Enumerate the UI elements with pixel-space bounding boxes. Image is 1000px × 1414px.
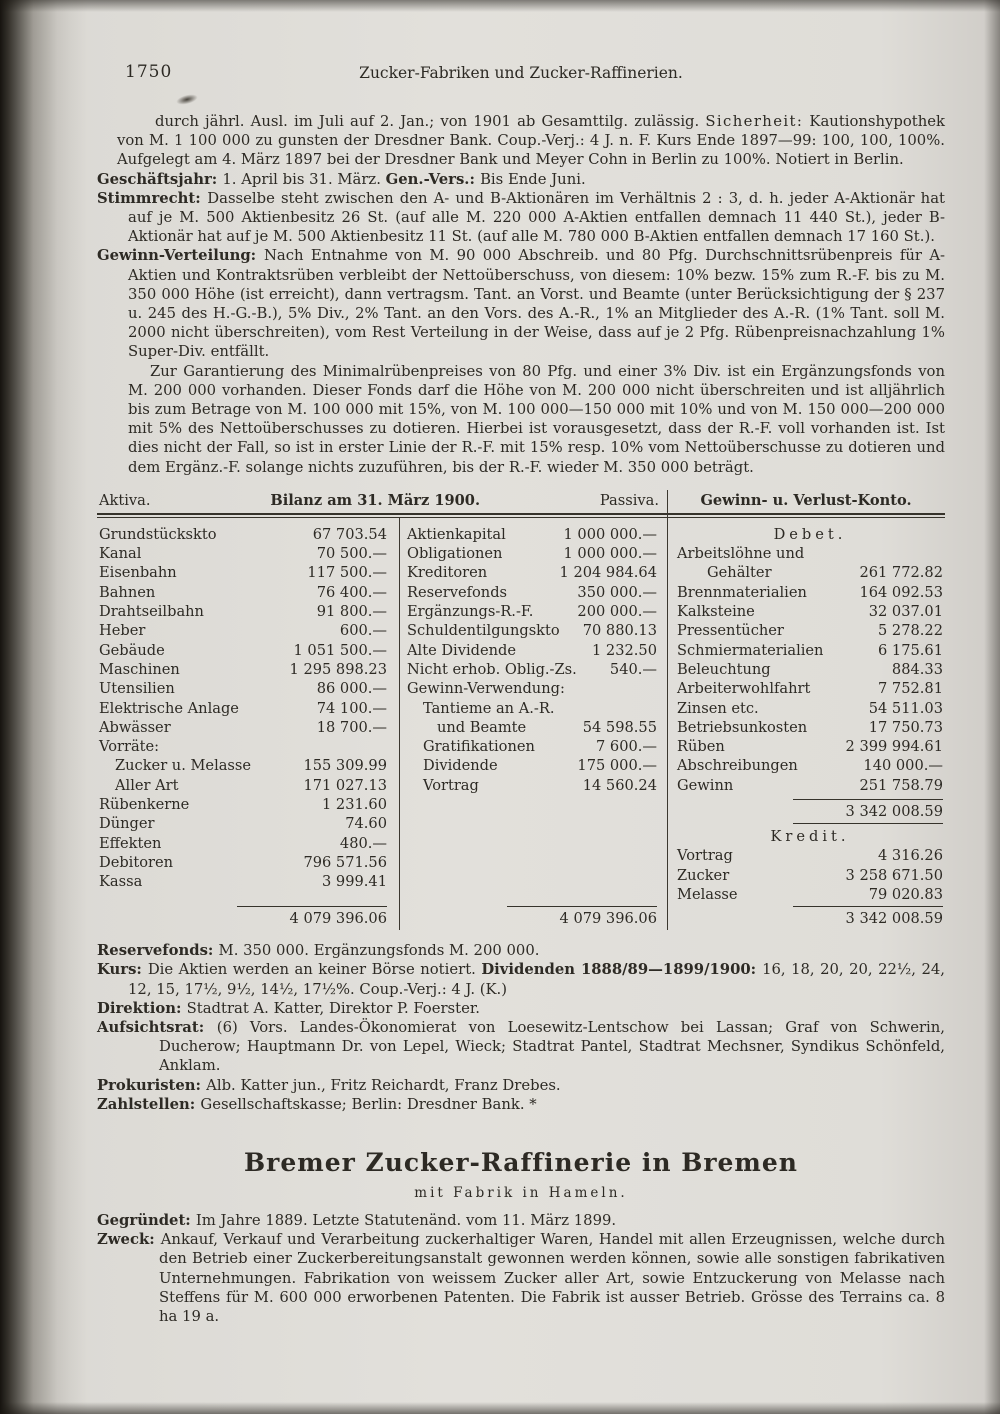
row-label: und Beamte [437, 718, 527, 736]
table-row [407, 718, 657, 737]
row-label: Kanal [99, 545, 142, 563]
row-value: 1 000 000.— [563, 545, 657, 563]
table-row [407, 544, 657, 563]
debet-total [677, 797, 943, 824]
row-label: Zinsen etc. [677, 699, 759, 717]
row-label: Kreditoren [407, 564, 488, 582]
table-row [677, 660, 943, 679]
total-value: 3 342 008.59 [845, 910, 943, 928]
paragraph [97, 1076, 945, 1095]
table-row [99, 718, 387, 737]
paragraph [97, 189, 945, 247]
table-row [407, 641, 657, 660]
row-label: Zucker u. Melasse [115, 757, 252, 775]
paragraph [97, 1095, 945, 1114]
balance-title: Bilanz am 31. März 1900. [270, 491, 481, 509]
row-value: 261 772.82 [859, 564, 943, 582]
table-row [677, 737, 943, 756]
paragraph [97, 246, 945, 361]
paragraph [97, 1211, 945, 1230]
row-label: Aktienkapital [407, 525, 506, 543]
row-label: Gebäude [99, 641, 165, 659]
running-title: Zucker-Fabriken und Zucker-Raffinerien. [359, 64, 683, 82]
paragraph-keyword: Stimmrecht: [97, 189, 208, 207]
row-value: 540.— [609, 660, 657, 678]
table-row [677, 756, 943, 775]
row-value: 480.— [339, 834, 387, 852]
row-label: Abwässer [99, 718, 171, 736]
row-label: Kalksteine [677, 603, 755, 621]
paragraph-keyword: Direktion: [97, 999, 187, 1017]
row-label: Gratifikationen [423, 738, 535, 756]
table-row [407, 679, 657, 698]
total-rule [793, 799, 943, 800]
paragraph-text: Sicherheit: [705, 113, 804, 130]
total-rule [793, 823, 943, 824]
table-row [677, 846, 943, 865]
row-label: Nicht erhob. Oblig.-Zs. [407, 660, 577, 678]
row-value: 1 232.50 [592, 641, 657, 659]
total-value: 4 079 396.06 [289, 910, 387, 928]
kredit-rows [677, 846, 943, 904]
paragraph-keyword: Dividenden 1888/89—1899/1900: [481, 961, 763, 979]
passiva-column [399, 525, 667, 930]
table-row [677, 602, 943, 621]
row-label: Drahtseilbahn [99, 603, 204, 621]
scan-edge-bottom [0, 1402, 1000, 1414]
aktiva-rows [99, 525, 387, 892]
kredit-total [677, 904, 943, 928]
table-row [407, 583, 657, 602]
row-label: Elektrische Anlage [99, 699, 239, 717]
table-row [407, 525, 657, 544]
row-label: Heber [99, 622, 146, 640]
row-value: 79 020.83 [868, 885, 943, 903]
paragraph-text: Gesellschaftskasse; Berlin: Dresdner Bank. * [200, 1095, 537, 1113]
table-row [99, 563, 387, 582]
company-paragraphs [97, 1211, 945, 1326]
paragraph [97, 941, 945, 960]
row-label: Gehälter [707, 564, 772, 582]
row-label: Gewinn-Verwendung: [407, 680, 565, 698]
paragraph-text: Kautionshypothek von M. 1 100 000 zu gunsten der Dresdner Bank. Coup.-Verj.: 4 J. n. F. Kurs Ende 1897—99: 100, 100, 100%. Aufgelegt am 4. März 1897 bei der Dresdner Bank und Meyer Cohn in Berlin zu 100%. Notiert in Berlin. [117, 113, 945, 169]
paragraph [97, 1018, 945, 1076]
row-label: Utensilien [99, 680, 175, 698]
row-value: 155 309.99 [303, 757, 387, 775]
row-value: 18 700.— [316, 718, 387, 736]
table-row [99, 583, 387, 602]
row-value: 76 400.— [316, 583, 387, 601]
row-value: 884.33 [891, 660, 943, 678]
row-label: Dividende [423, 757, 498, 775]
passiva-rows [407, 525, 657, 795]
paragraph-text: Im Jahre 1889. Letzte Statutenänd. vom 11. März 1899. [195, 1212, 617, 1230]
row-label: Ergänzungs-R.-F. [407, 603, 534, 621]
row-value: 4 316.26 [878, 847, 943, 865]
row-value: 1 295 898.23 [289, 660, 387, 678]
row-value: 796 571.56 [303, 853, 387, 871]
row-value: 171 027.13 [303, 776, 387, 794]
table-row [99, 795, 387, 814]
paragraph-text: Stadtrat A. Katter, Direktor P. Foerster. [186, 999, 480, 1017]
row-value: 1 051 500.— [293, 641, 387, 659]
passiva-total [407, 904, 657, 928]
paragraph-keyword: Kurs: [97, 961, 148, 979]
debet-heading: Debet. [773, 525, 847, 543]
table-row [407, 756, 657, 775]
row-label: Reservefonds [407, 583, 508, 601]
row-label: Kassa [99, 873, 143, 891]
row-value: 2 399 994.61 [845, 738, 943, 756]
row-value: 86 000.— [316, 680, 387, 698]
paragraph [97, 112, 945, 170]
row-label: Zucker [677, 866, 730, 884]
table-row [677, 679, 943, 698]
paragraph-keyword: Zahlstellen: [97, 1095, 201, 1113]
entry-paragraphs [97, 112, 945, 477]
row-label: Bahnen [99, 583, 156, 601]
row-label: Obligationen [407, 545, 503, 563]
paragraph-keyword: Gen.-Vers.: [385, 170, 481, 188]
table-row [407, 563, 657, 582]
table-row [99, 602, 387, 621]
total-rule [793, 906, 943, 907]
table-row [407, 660, 657, 679]
paragraph-keyword: Prokuristen: [97, 1076, 207, 1094]
row-label: Arbeiterwohlfahrt [677, 680, 811, 698]
row-value: 3 999.41 [322, 873, 387, 891]
paragraph-keyword: Aufsichtsrat: [97, 1019, 217, 1037]
paragraph-text: 1. April bis 31. März. [222, 170, 386, 188]
table-row [407, 699, 657, 718]
paragraph-text: Die Aktien werden an keiner Börse notiert. [147, 961, 482, 979]
balance-body [97, 518, 945, 930]
table-row [99, 872, 387, 891]
table-row [99, 660, 387, 679]
total-rule [507, 906, 657, 907]
row-value: 600.— [339, 622, 387, 640]
table-row [677, 544, 943, 563]
passiva-heading: Passiva. [599, 491, 659, 509]
paragraph-text: 16, 18, 20, 20, 22½, 24, 12, 15, 17½, 9½, 14½, 17½%. Coup.-Verj.: 4 J. (K.) [128, 961, 945, 998]
table-row [407, 737, 657, 756]
balance-header-row [97, 490, 945, 513]
paragraph [97, 999, 945, 1018]
aktiva-heading: Aktiva. [99, 491, 151, 509]
row-label: Gewinn [677, 776, 734, 794]
info-paragraphs [97, 941, 945, 1114]
row-value: 1 204 984.64 [559, 564, 657, 582]
table-row [677, 885, 943, 904]
table-row [677, 621, 943, 640]
row-label: Effekten [99, 834, 162, 852]
paragraph [97, 170, 945, 189]
row-label: Brennmaterialien [677, 583, 807, 601]
paragraph-text: (6) Vors. Landes-Ökonomierat von Loesewitz-Lentschow bei Lassan; Graf von Schwerin, Ducherow; Hauptmann Dr. von Lepel, Wieck; Stadtrat Pantel, Stadtrat Mechsner, Syndikus Schönfeld, Anklam. [159, 1019, 946, 1075]
row-value: 1 231.60 [322, 796, 387, 814]
row-value: 7 600.— [595, 738, 657, 756]
table-row [99, 699, 387, 718]
paragraph [97, 1230, 945, 1326]
row-value: 1 000 000.— [563, 525, 657, 543]
paragraph [97, 960, 945, 998]
paragraph-text: Alb. Katter jun., Fritz Reichardt, Franz Drebes. [206, 1076, 561, 1094]
table-row [99, 853, 387, 872]
paragraph-text: Nach Entnahme von M. 90 000 Abschreib. und 80 Pfg. Durchschnittsrübenpreis für A-Aktien und Kontraktsrüben verbleibt der Nettoüberschuss, von diesem: 10% bezw. 15% zum R.-F. bis zu M. 350 000 Höhe (ist erreicht), dann vertragsm. Tant. an Vorst. und Beamte (unter Berücksichtigung der § 237 u. 245 des H.-G.-B.), 5% Div., 2% Tant. an den Vors. des A.-R., 1% an Mitglieder des A.-R. (1% Tant. soll M. 2000 nicht überschreiten), vom Rest Verteilung in der Weise, dass auf je 2 Pfg. Rübenpreisnachzahlung 1% Super-Div. entfällt. [128, 247, 945, 361]
row-label: Abschreibungen [677, 757, 798, 775]
scan-edge-left [0, 0, 88, 1414]
row-value: 5 278.22 [878, 622, 943, 640]
row-label: Rübenkerne [99, 796, 190, 814]
paragraph-text: Bis Ende Juni. [480, 170, 586, 188]
row-label: Maschinen [99, 660, 180, 678]
page-header [97, 0, 945, 92]
row-label: Pressentücher [677, 622, 784, 640]
row-value: 251 758.79 [859, 776, 943, 794]
table-row [407, 602, 657, 621]
paragraph-keyword: Geschäftsjahr: [97, 170, 223, 188]
paragraph-text: Ankauf, Verkauf und Verarbeitung zuckerhaltiger Waren, Handel mit allen Erzeugnissen, welche durch den Betrieb einer Zuckerbereitungsanstalt gewonnen werden können, sowie alle sonstigen fabrikativen Unternehmungen. Fabrikation von weissem Zucker aller Art, sowie Entzuckerung von Melasse nach Steffens für M. 600 000 erworbenen Patenten. Die Fabrik ist ausser Betrieb. Grösse des Terrains ca. 8 ha 19 a. [159, 1231, 945, 1326]
table-row [99, 737, 387, 756]
row-value: 67 703.54 [312, 525, 387, 543]
table-row [99, 641, 387, 660]
company-subheading: mit Fabrik in Hameln. [414, 1185, 628, 1202]
row-label: Aller Art [115, 776, 179, 794]
row-value: 350 000.— [577, 583, 657, 601]
row-value: 91 800.— [316, 603, 387, 621]
table-row [99, 776, 387, 795]
row-label: Schuldentilgungskto [407, 622, 560, 640]
row-value: 74.60 [345, 815, 387, 833]
gv-heading: Gewinn- u. Verlust-Konto. [700, 491, 912, 509]
row-value: 200 000.— [577, 603, 657, 621]
paragraph-text: Dasselbe steht zwischen den A- und B-Aktionären im Verhältnis 2 : 3, d. h. jeder A-Aktionär hat auf je M. 500 Aktienbesitz 26 St. (auf alle M. 220 000 A-Aktien entfallen demnach 11 440 St.), jeder B-Aktionär hat auf je M. 500 Aktienbesitz 11 St. (auf alle M. 780 000 B-Aktien entfallen demnach 17 160 St.). [128, 189, 945, 246]
row-label: Vortrag [677, 847, 733, 865]
row-label: Dünger [99, 815, 155, 833]
row-value: 140 000.— [863, 757, 943, 775]
row-label: Rüben [677, 738, 725, 756]
table-row [99, 814, 387, 833]
scan-edge-right [984, 0, 1000, 1414]
row-value: 14 560.24 [582, 776, 657, 794]
table-row [677, 563, 943, 582]
row-value: 32 037.01 [868, 603, 943, 621]
row-value: 175 000.— [577, 757, 657, 775]
paragraph-keyword: Gegründet: [97, 1212, 196, 1230]
row-label: Melasse [677, 885, 738, 903]
table-row [677, 776, 943, 795]
row-value: 6 175.61 [878, 641, 943, 659]
paragraph-text: Zur Garantierung des Minimalrübenpreises von 80 Pfg. und einer 3% Div. ist ein Ergänzungsfonds von M. 200 000 vorhanden. Dieser Fonds darf die Höhe von M. 200 000 nicht überschreiten und ist alljährlich bis zum Betrage von M. 100 000 mit 15%, von M. 100 000—150 000 mit 10% und von M. 150 000—200 000 mit 5% des Nettoüberschusses zu dotieren. Hierbei ist vorausgesetzt, dass der R.-F. voll vorhanden ist. Ist dies nicht der Fall, so ist in erster Linie der R.-F. mit 15% resp. 10% vom Nettoüberschusse zu dotieren und dem Ergänz.-F. solange nichts zuzuführen, bis der R.-F. wieder M. 350 000 beträgt. [128, 362, 945, 476]
table-row [677, 718, 943, 737]
table-divider-sides [399, 518, 400, 930]
row-value: 3 258 671.50 [845, 866, 943, 884]
table-row [407, 776, 657, 795]
row-value: 54 511.03 [868, 699, 943, 717]
table-row [99, 756, 387, 775]
row-value: 54 598.55 [582, 718, 657, 736]
row-label: Arbeitslöhne und [677, 545, 805, 563]
table-row [677, 866, 943, 885]
row-value: 17 750.73 [868, 718, 943, 736]
row-label: Tantieme an A.-R. [423, 699, 555, 717]
row-label: Betriebsunkosten [677, 718, 808, 736]
table-row [99, 834, 387, 853]
paragraph-keyword: Gewinn-Verteilung: [97, 247, 264, 265]
table-row [99, 621, 387, 640]
company-heading: Bremer Zucker-Raffinerie in Bremen [244, 1148, 798, 1178]
gv-column [667, 525, 945, 930]
row-label: Debitoren [99, 853, 174, 871]
row-value: 117 500.— [307, 564, 387, 582]
table-row [677, 699, 943, 718]
row-label: Beleuchtung [677, 660, 771, 678]
paragraph-text: durch jährl. Ausl. im Juli auf 2. Jan.; von 1901 ab Gesamttilg. zulässig. [155, 113, 706, 130]
total-rule [237, 906, 387, 907]
paragraph-keyword: Zweck: [97, 1231, 161, 1249]
table-row [677, 641, 943, 660]
row-label: Vorräte: [99, 738, 160, 756]
page-content [97, 0, 945, 1326]
row-label: Vortrag [423, 776, 479, 794]
table-row [407, 621, 657, 640]
kredit-heading: Kredit. [770, 828, 850, 846]
row-value: 7 752.81 [878, 680, 943, 698]
aktiva-total [99, 904, 387, 928]
page-number: 1750 [125, 62, 173, 82]
table-divider-main [667, 490, 668, 930]
balance-sheet [97, 490, 945, 930]
table-row [677, 583, 943, 602]
total-value: 3 342 008.59 [845, 803, 943, 821]
row-label: Eisenbahn [99, 564, 177, 582]
row-value: 70 880.13 [582, 622, 657, 640]
row-value: 74 100.— [316, 699, 387, 717]
row-value: 164 092.53 [859, 583, 943, 601]
table-row [99, 679, 387, 698]
row-label: Grundstückskto [99, 525, 217, 543]
paragraph-keyword: Reservefonds: [97, 942, 219, 960]
debet-rows [677, 544, 943, 795]
row-label: Schmiermaterialien [677, 641, 824, 659]
table-row [99, 544, 387, 563]
row-label: Alte Dividende [407, 641, 516, 659]
total-value: 4 079 396.06 [559, 910, 657, 928]
paragraph-text: M. 350 000. Ergänzungsfonds M. 200 000. [218, 942, 540, 960]
row-value: 70 500.— [316, 545, 387, 563]
paragraph [97, 362, 945, 477]
aktiva-column [97, 525, 399, 930]
table-row [99, 525, 387, 544]
